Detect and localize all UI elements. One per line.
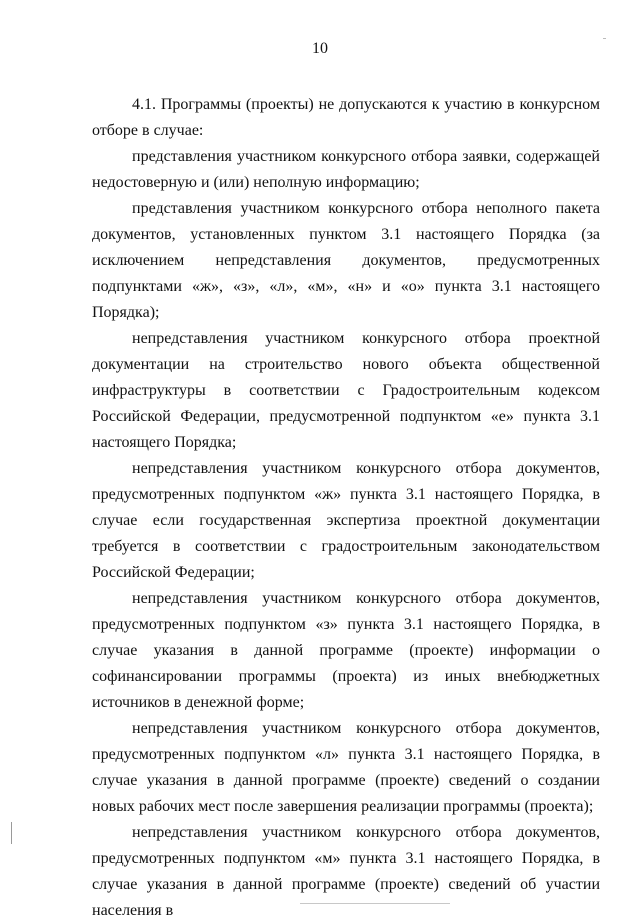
paragraph-no-documents-m: непредставления участником конкурсного отбора документов, предусмотренных подпунктом «м» пункта 3.1 настоящего Порядка, в случае указания в данной программе (проекте) сведений об участии населения в	[92, 824, 600, 919]
scan-dust-mark	[603, 38, 606, 39]
document-body	[92, 92, 600, 924]
paragraph-incomplete-package: представления участником конкурсного отбора неполного пакета документов, установленных пунктом 3.1 настоящего Порядка (за исключением непредставления документов, предусмотренных подпунктами «ж», «з», «л», «м», «н» и «о» пункта 3.1 настоящего Порядка);	[92, 200, 600, 321]
paragraph-no-documents-zh: непредставления участником конкурсного отбора документов, предусмотренных подпунктом «ж» пункта 3.1 настоящего Порядка, в случае если государственная экспертиза проектной документации требуется в соответствии с градостроительным законодательством Российской Федерации;	[92, 460, 600, 581]
paragraph-no-documents-l: непредставления участником конкурсного отбора документов, предусмотренных подпунктом «л» пункта 3.1 настоящего Порядка, в случае указания в данной программе (проекте) сведений о создании новых рабочих мест после завершения реализации программы (проекта);	[92, 720, 600, 815]
scan-bottom-mark	[300, 903, 450, 904]
page-number: 10	[312, 40, 328, 57]
paragraph-4-1-heading: 4.1. Программы (проекты) не допускаются к участию в конкурсном отборе в случае:	[92, 96, 600, 139]
paragraph-no-project-documentation: непредставления участником конкурсного отбора проектной документации на строительство нового объекта общественной инфраструктуры в соответствии с Градостроительным кодексом Российской Федерации, предусмотренной подпунктом «е» пункта 3.1 настоящего Порядка;	[92, 330, 600, 451]
scan-edge-mark	[11, 822, 12, 844]
paragraph-false-info: представления участником конкурсного отбора заявки, содержащей недостоверную и (или) неполную информацию;	[92, 148, 600, 191]
paragraph-no-documents-z: непредставления участником конкурсного отбора документов, предусмотренных подпунктом «з» пункта 3.1 настоящего Порядка, в случае указания в данной программе (проекте) информации о софинансировании программы (проекта) из иных внебюджетных источников в денежной форме;	[92, 590, 600, 711]
